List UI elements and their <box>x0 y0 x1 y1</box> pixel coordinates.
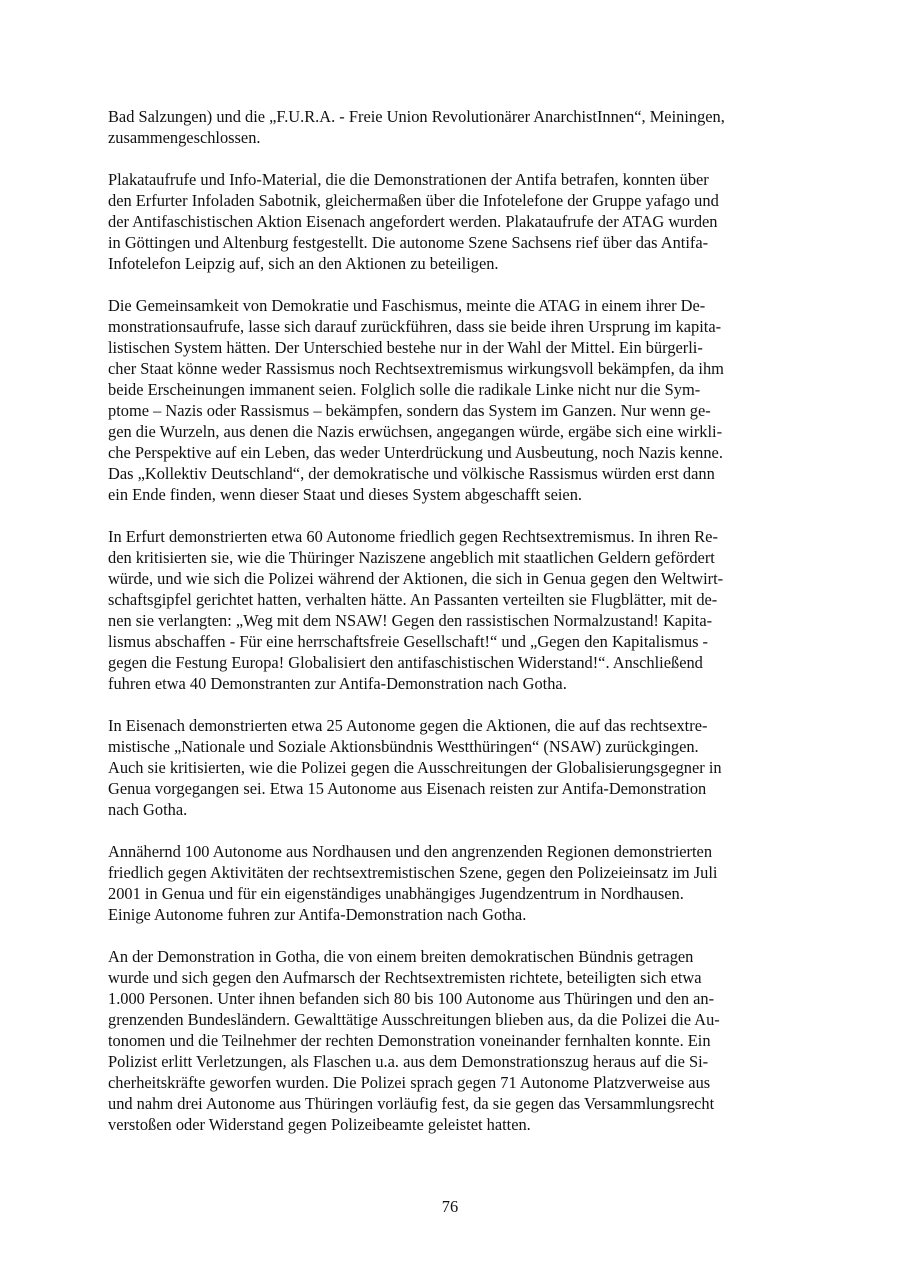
text-line: nach Gotha. <box>108 800 188 819</box>
text-line: beide Erscheinungen immanent seien. Folglich solle die radikale Linke nicht nur die Sym- <box>108 380 701 399</box>
text-line: gen die Wurzeln, aus denen die Nazis erwüchsen, angegangen würde, ergäbe sich eine wirkli- <box>108 422 723 441</box>
paragraph-5 <box>108 715 753 820</box>
text-line: Das „Kollektiv Deutschland“, der demokratische und völkische Rassismus würden erst dann <box>108 464 715 483</box>
text-line: verstoßen oder Widerstand gegen Polizeibeamte geleistet hatten. <box>108 1115 531 1134</box>
text-line: An der Demonstration in Gotha, die von einem breiten demokratischen Bündnis getragen <box>108 947 694 966</box>
paragraph-4 <box>108 526 753 694</box>
text-line: Die Gemeinsamkeit von Demokratie und Faschismus, meinte die ATAG in einem ihrer De- <box>108 296 706 315</box>
text-line: würde, und wie sich die Polizei während der Aktionen, die sich in Genua gegen den Weltwirt- <box>108 569 724 588</box>
text-line: mistische „Nationale und Soziale Aktionsbündnis Westthüringen“ (NSAW) zurückgingen. <box>108 737 699 756</box>
paragraph-1 <box>108 106 753 148</box>
text-line: der Antifaschistischen Aktion Eisenach angefordert werden. Plakataufrufe der ATAG wurden <box>108 212 718 231</box>
text-line: ein Ende finden, wenn dieser Staat und dieses System abgeschafft seien. <box>108 485 582 504</box>
text-line: In Eisenach demonstrierten etwa 25 Autonome gegen die Aktionen, die auf das rechtsextre- <box>108 716 708 735</box>
text-line: gegen die Festung Europa! Globalisiert den antifaschistischen Widerstand!“. Anschließend <box>108 653 703 672</box>
text-line: Auch sie kritisierten, wie die Polizei gegen die Ausschreitungen der Globalisierungsgegner in <box>108 758 722 777</box>
text-line: zusammengeschlossen. <box>108 128 261 147</box>
document-body <box>108 106 753 1156</box>
text-line: und nahm drei Autonome aus Thüringen vorläufig fest, da sie gegen das Versammlungsrecht <box>108 1094 715 1113</box>
text-line: Infotelefon Leipzig auf, sich an den Aktionen zu beteiligen. <box>108 254 499 273</box>
page-number: 76 <box>441 1197 459 1216</box>
text-line: den kritisierten sie, wie die Thüringer Naziszene angeblich mit staatlichen Geldern gefördert <box>108 548 715 567</box>
text-line: tonomen und die Teilnehmer der rechten Demonstration voneinander fernhalten konnte. Ein <box>108 1031 711 1050</box>
text-line: lismus abschaffen - Für eine herrschaftsfreie Gesellschaft!“ und „Gegen den Kapitalismus - <box>108 632 709 651</box>
paragraph-6 <box>108 841 753 925</box>
text-line: cher Staat könne weder Rassismus noch Rechtsextremismus wirkungsvoll bekämpfen, da ihm <box>108 359 724 378</box>
paragraph-3 <box>108 295 753 505</box>
text-line: cherheitskräfte geworfen wurden. Die Polizei sprach gegen 71 Autonome Platzverweise aus <box>108 1073 711 1092</box>
text-line: Genua vorgegangen sei. Etwa 15 Autonome aus Eisenach reisten zur Antifa-Demonstration <box>108 779 707 798</box>
text-line: Plakataufrufe und Info-Material, die die Demonstrationen der Antifa betrafen, konnten über <box>108 170 709 189</box>
paragraph-2 <box>108 169 753 274</box>
text-line: monstrationsaufrufe, lasse sich darauf zurückführen, dass sie beide ihren Ursprung im kapita- <box>108 317 722 336</box>
text-line: nen sie verlangten: „Weg mit dem NSAW! Gegen den rassistischen Normalzustand! Kapita- <box>108 611 713 630</box>
text-line: grenzenden Bundesländern. Gewalttätige Ausschreitungen blieben aus, da die Polizei die Au- <box>108 1010 720 1029</box>
text-line: Annähernd 100 Autonome aus Nordhausen und den angrenzenden Regionen demonstrierten <box>108 842 713 861</box>
text-line: Polizist erlitt Verletzungen, als Flaschen u.a. aus dem Demonstrationszug heraus auf die Si- <box>108 1052 709 1071</box>
text-line: in Göttingen und Altenburg festgestellt. Die autonome Szene Sachsens rief über das Antifa- <box>108 233 709 252</box>
text-line: 2001 in Genua und für ein eigenständiges unabhängiges Jugendzentrum in Nordhausen. <box>108 884 684 903</box>
text-line: In Erfurt demonstrierten etwa 60 Autonome friedlich gegen Rechtsextremismus. In ihren Re- <box>108 527 718 546</box>
text-line: che Perspektive auf ein Leben, das weder Unterdrückung und Ausbeutung, noch Nazis kenne. <box>108 443 723 462</box>
text-line: schaftsgipfel gerichtet hatten, verhalten hätte. An Passanten verteilten sie Flugblätter, mit de- <box>108 590 718 609</box>
text-line: den Erfurter Infoladen Sabotnik, gleichermaßen über die Infotelefone der Gruppe yafago und <box>108 191 719 210</box>
text-line: friedlich gegen Aktivitäten der rechtsextremistischen Szene, gegen den Polizeieinsatz im Juli <box>108 863 718 882</box>
text-line: fuhren etwa 40 Demonstranten zur Antifa-Demonstration nach Gotha. <box>108 674 567 693</box>
text-line: ptome – Nazis oder Rassismus – bekämpfen, sondern das System im Ganzen. Nur wenn ge- <box>108 401 711 420</box>
text-line: Einige Autonome fuhren zur Antifa-Demonstration nach Gotha. <box>108 905 527 924</box>
text-line: Bad Salzungen) und die „F.U.R.A. - Freie Union Revolutionärer AnarchistInnen“, Meiningen, <box>108 107 725 126</box>
paragraph-7 <box>108 946 753 1135</box>
text-line: wurde und sich gegen den Aufmarsch der Rechtsextremisten richtete, beteiligten sich etwa <box>108 968 702 987</box>
text-line: 1.000 Personen. Unter ihnen befanden sich 80 bis 100 Autonome aus Thüringen und den an- <box>108 989 715 1008</box>
text-line: listischen System hätten. Der Unterschied bestehe nur in der Wahl der Mittel. Ein bürgerli- <box>108 338 703 357</box>
